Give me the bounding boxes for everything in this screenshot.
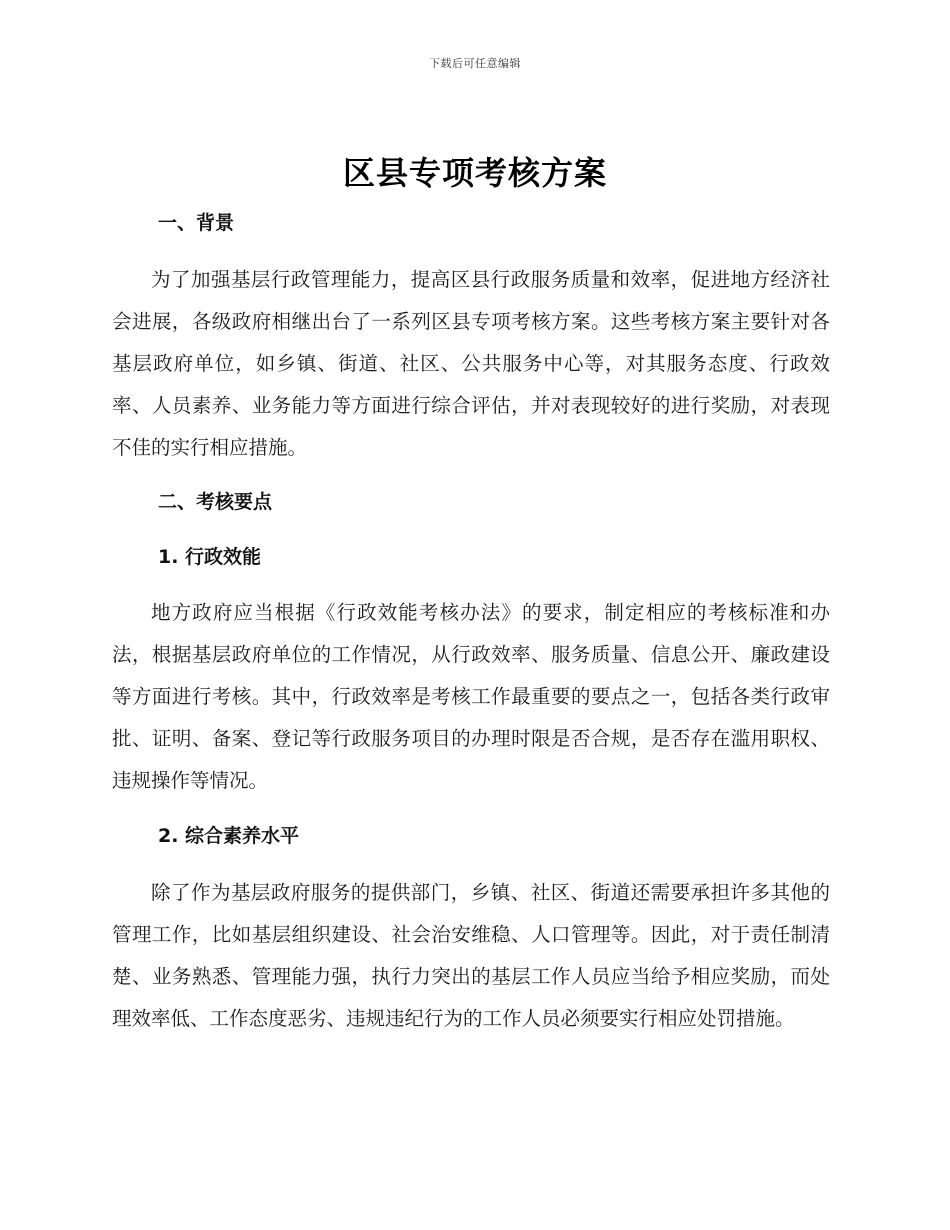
- section-heading-key-points: 二、考核要点: [158, 491, 273, 513]
- paragraph-background: 为了加强基层行政管理能力，提高区县行政服务质量和效率，促进地方经济社会进展，各级政府相继出台了一系列区县专项考核方案。这些考核方案主要针对各基层政府单位，如乡镇、街道、社区、公共服务中心等，对其服务态度、行政效率、人员素养、业务能力等方面进行综合评估，并对表现较好的进行奖励，对表现不佳的实行相应措施。: [112, 268, 830, 459]
- paragraph-admin-efficiency: 地方政府应当根据《行政效能考核办法》的要求，制定相应的考核标准和办法，根据基层政府单位的工作情况，从行政效率、服务质量、信息公开、廉政建设等方面进行考核。其中，行政效率是考核工作最重要的要点之一，包括各类行政审批、证明、备案、登记等行政服务项目的办理时限是否合规，是否存在滥用职权、违规操作等情况。: [112, 601, 830, 792]
- document-title: 区县专项考核方案: [342, 154, 607, 192]
- page-header-note: 下载后可任意编辑: [429, 57, 521, 70]
- subsection-heading-admin-efficiency: 1. 行政效能: [158, 546, 262, 568]
- paragraph-overall-quality: 除了作为基层政府服务的提供部门，乡镇、社区、街道还需要承担许多其他的管理工作，比如基层组织建设、社会治安维稳、人口管理等。因此，对于责任制清楚、业务熟悉、管理能力强，执行力突出的基层工作人员应当给予相应奖励，而处理效率低、工作态度恶劣、违规违纪行为的工作人员必须要实行相应处罚措施。: [112, 881, 830, 1030]
- subsection-heading-overall-quality: 2. 综合素养水平: [158, 825, 300, 847]
- section-heading-background: 一、背景: [158, 212, 235, 234]
